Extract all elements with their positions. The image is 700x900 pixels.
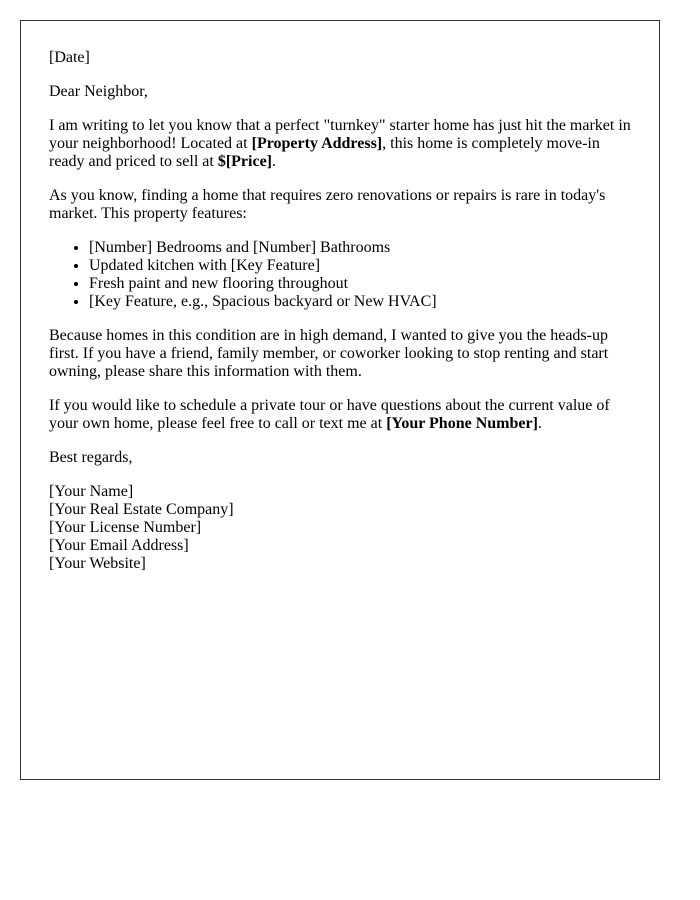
- demand-paragraph: Because homes in this condition are in high demand, I wanted to give you the heads-up first. If you have a friend, family member, or coworker looking to stop renting and start owning, please share this information with them.: [49, 327, 609, 380]
- intro-text-2: , this home is completely move-in ready and priced to sell at: [49, 135, 600, 170]
- phone-number: [Your Phone Number]: [386, 415, 538, 432]
- contact-paragraph: [49, 397, 631, 433]
- property-address: [Property Address]: [251, 135, 383, 152]
- signature-name: [Your Name]: [49, 483, 134, 500]
- feature-item: • Updated kitchen with [Key Feature]: [89, 257, 631, 275]
- feature-item: • [Number] Bedrooms and [Number] Bathrooms: [89, 239, 631, 257]
- intro-text-3: .: [272, 153, 277, 170]
- signature-email: [Your Email Address]: [49, 537, 189, 554]
- price: $[Price]: [217, 153, 273, 170]
- feature-item: • [Key Feature, e.g., Spacious backyard or New HVAC]: [89, 293, 631, 311]
- contact-text-2: .: [537, 415, 542, 432]
- signature-website: [Your Website]: [49, 555, 146, 572]
- letter-date: [Date]: [49, 49, 90, 66]
- feature-item: • Fresh paint and new flooring throughout: [89, 275, 631, 293]
- features-intro-paragraph: As you know, finding a home that requires zero renovations or repairs is rare in today's market. This property features:: [49, 187, 606, 222]
- intro-text-1: I am writing to let you know that a perfect "turnkey" starter home has just hit the market in your neighborhood! Located at: [49, 117, 631, 152]
- signature-block: [49, 483, 631, 573]
- letter-page: [20, 20, 660, 780]
- letter-greeting: Dear Neighbor,: [49, 83, 148, 100]
- features-list: [49, 239, 631, 311]
- contact-text-1: If you would like to schedule a private tour or have questions about the current value of your own home, please feel free to call or text me at: [49, 397, 610, 432]
- closing: Best regards,: [49, 449, 133, 466]
- intro-paragraph: [49, 117, 631, 171]
- signature-license: [Your License Number]: [49, 519, 202, 536]
- signature-company: [Your Real Estate Company]: [49, 501, 234, 518]
